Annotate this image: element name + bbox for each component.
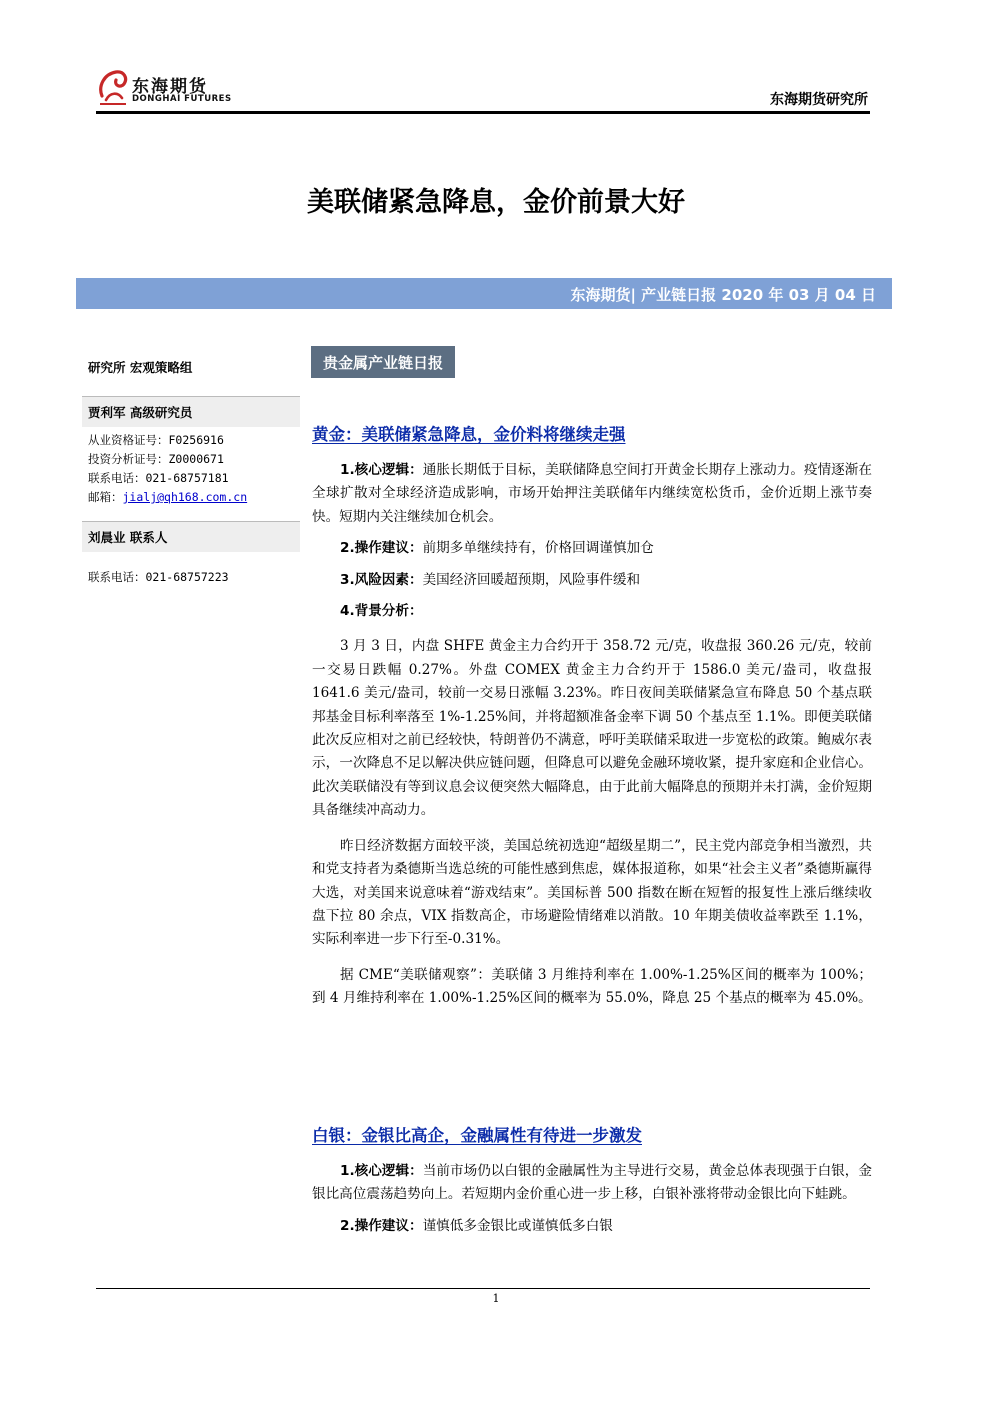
email-label: 邮箱： <box>88 490 123 504</box>
footer-rule <box>96 1288 870 1289</box>
gold-heading: 黄金：美联储紧急降息，金价料将继续走强 <box>312 425 626 444</box>
gold-core-logic <box>312 459 872 529</box>
gold-risk-text: 美国经济回暖超预期，风险事件缓和 <box>422 571 641 588</box>
gold-advice-text: 前期多单继续持有，价格回调谨慎加仓 <box>422 540 654 557</box>
analyst-1-email-row <box>82 488 300 507</box>
gold-core-logic-text: 通胀长期低于目标，美联储降息空间打开黄金长期存上涨动力。疫情逐渐在全球扩散对全球经济造成影响，市场开始押注美联储年内继续宽松货币，金价近期上涨节奏快。短期内关注继续加仓机会。 <box>312 462 873 525</box>
silver-core-logic-text: 当前市场仍以白银的金融属性为主导进行交易，黄金总体表现强于白银，金银比高位震荡趋势向上。若短期内金价重心进一步上移，白银补涨将带动金银比向下蛙跳。 <box>312 1163 873 1203</box>
author-sidebar <box>82 352 300 587</box>
analyst-1-email-link[interactable]: jialj@qh168.com.cn <box>122 490 248 504</box>
section-tag: 贵金属产业链日报 <box>311 346 455 378</box>
page-number: 1 <box>492 1292 500 1305</box>
company-logo <box>96 66 246 110</box>
gold-section <box>312 421 872 1011</box>
banner-text: 东海期货| 产业链日报 2020 年 03 月 04 日 <box>570 286 876 304</box>
gold-risk-label: 3.风险因素： <box>340 571 423 588</box>
silver-advice <box>312 1215 872 1238</box>
silver-advice-text: 谨慎低多金银比或谨慎低多白银 <box>422 1217 613 1234</box>
analyst-1-phone: 联系电话：021-68757181 <box>88 471 229 485</box>
header-rule <box>96 111 870 114</box>
gold-background-label: 4.背景分析： <box>340 603 423 620</box>
gold-paragraph-3: 据 CME“美联储观察”：美联储 3 月维持利率在 1.00%-1.25%区间的概率为 100%；到 4 月维持利率在 1.00%-1.25%区间的概率为 55.0%，降息 25 个基点的概率为 45.0%。 <box>312 966 872 1007</box>
dragon-logo-icon <box>96 66 130 108</box>
analyst-2-name: 刘晨业 联系人 <box>82 521 300 552</box>
analyst-1-license: 从业资格证号：F0256916 <box>88 433 224 447</box>
gold-risk <box>312 569 872 592</box>
team-name: 研究所 宏观策略组 <box>88 360 193 375</box>
silver-core-logic <box>312 1160 872 1207</box>
gold-paragraph-1: 3 月 3 日，内盘 SHFE 黄金主力合约开于 358.72 元/克，收盘报 360.26 元/克，较前一交易日跌幅 0.27%。外盘 COMEX 黄金主力合约开于 1586.0 美元/盎司，收盘报 1641.6 美元/盎司，较前一交易日涨幅 3.23%。昨日夜间美联储紧急宣布降息 50 个基点联邦基金目标利率落至 1%-1.25%间，并将超额准备金率下调 50 个基点至 1.1%。即便美联储此次反应相对之前已经较快，特朗普仍不满意，呼吁美联储采取进一步宽松的政策。鲍威尔表示，一次降息不足以解决供应链问题，但降息可以避免金融环境收紧，提升家庭和企业信心。此次美联储没有等到议息会议便突然大幅降息，由于此前大幅降息的预期并未打满，金价短期具备继续冲高动力。 <box>312 638 872 819</box>
logo-english-name: DONGHAI FUTURES <box>132 94 232 104</box>
institute-name: 东海期货研究所 <box>770 92 868 108</box>
gold-advice-label: 2.操作建议： <box>340 540 423 557</box>
gold-advice <box>312 537 872 560</box>
analyst-1-name: 贾利军 高级研究员 <box>82 396 300 427</box>
analyst-2-phone: 联系电话：021-68757223 <box>88 570 229 584</box>
analyst-1-invest-license: 投资分析证号：Z0000671 <box>88 452 224 466</box>
report-title: 美联储紧急降息，金价前景大好 <box>307 187 685 218</box>
logo-chinese-name: 东海期货 <box>132 77 208 97</box>
gold-background <box>312 600 872 623</box>
silver-core-logic-label: 1.核心逻辑： <box>340 1163 423 1179</box>
silver-advice-label: 2.操作建议： <box>340 1217 423 1234</box>
silver-section <box>312 1122 872 1238</box>
gold-paragraph-2: 昨日经济数据方面较平淡，美国总统初选迎“超级星期二”，民主党内部竞争相当激烈，共和党支持者为桑德斯当选总统的可能性感到焦虑，媒体报道称，如果“社会主义者”桑德斯赢得大选，对美国来说意味着“游戏结束”。美国标普 500 指数在断在短暂的报复性上涨后继续收盘下拉 80 余点，VIX 指数高企，市场避险情绪难以消散。10 年期美债收益率跌至 1.1%，实际利率进一步下行至-0.31%。 <box>312 837 872 948</box>
silver-heading: 白银：金银比高企，金融属性有待进一步激发 <box>312 1126 642 1145</box>
gold-core-logic-label: 1.核心逻辑： <box>340 462 423 478</box>
report-banner <box>76 278 892 309</box>
